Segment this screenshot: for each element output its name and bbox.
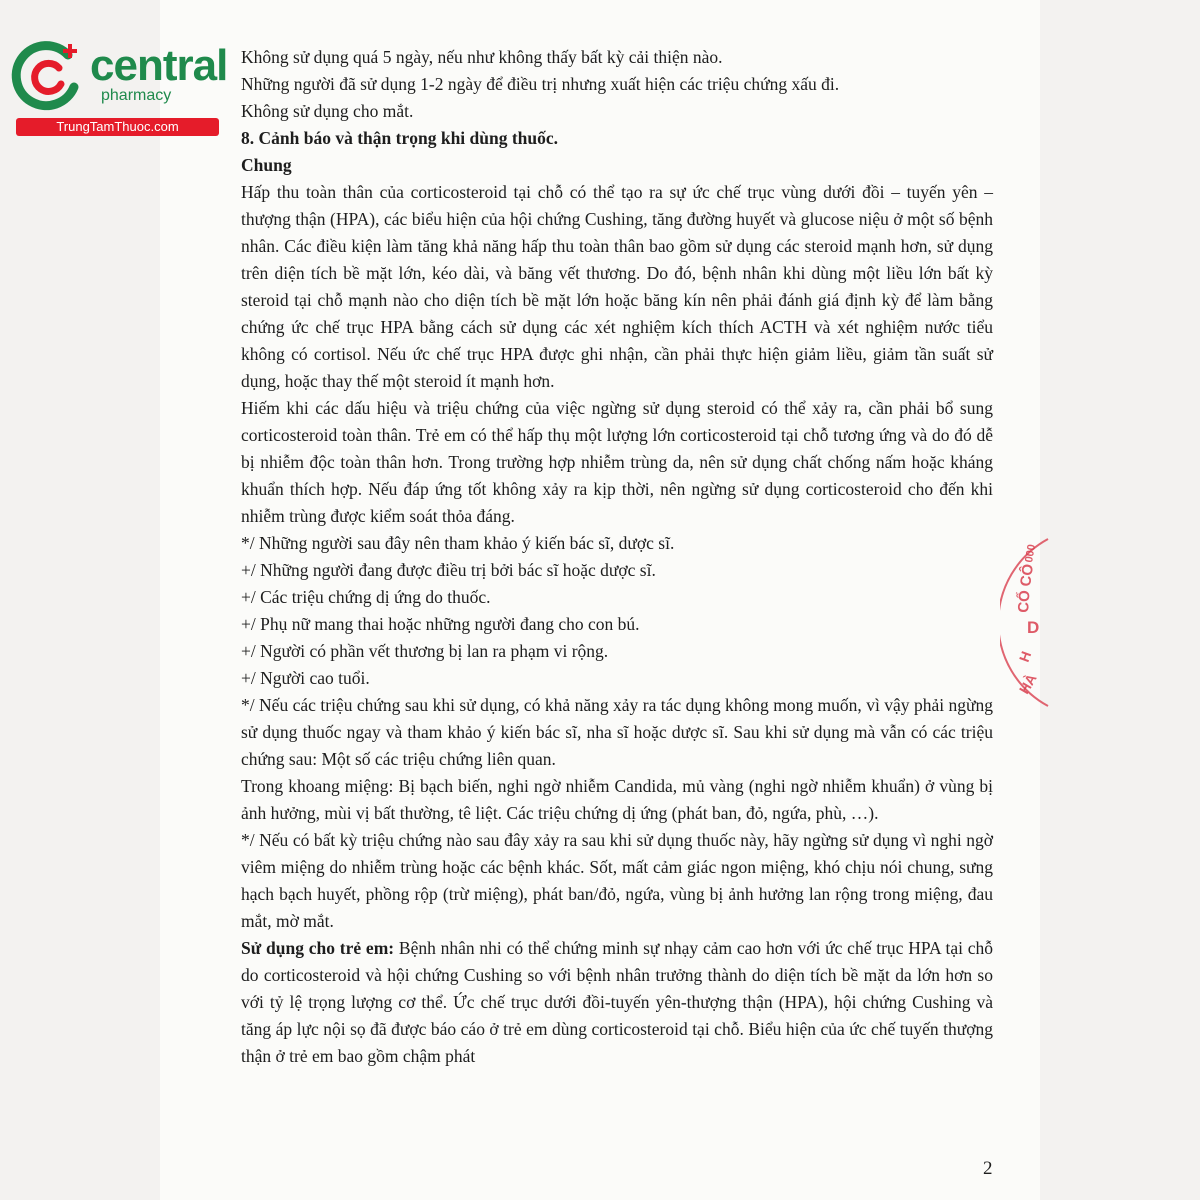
intro-line: Không sử dụng quá 5 ngày, nếu như không thấy bất kỳ cải thiện nào. — [241, 47, 723, 67]
list-item: +/ Các triệu chứng dị ứng do thuốc. — [241, 587, 491, 607]
logo-subtitle: pharmacy — [101, 87, 172, 104]
paragraph-pediatric — [241, 935, 993, 1070]
logo-website: TrungTamThuoc.com — [16, 118, 219, 136]
red-stamp-image — [1000, 535, 1050, 710]
intro-line: Những người đã sử dụng 1-2 ngày để điều trị nhưng xuất hiện các triệu chứng xấu đi. — [241, 74, 840, 94]
list-item: +/ Người cao tuổi. — [241, 668, 370, 688]
paragraph: Hấp thu toàn thân của corticosteroid tại chỗ có thể tạo ra sự ức chế trục vùng dưới đồi – tuyến yên – thượng thận (HPA), các biểu hiện của hội chứng Cushing, tăng đường huyết và glucose niệu ở một số bệnh nhân. Các điều kiện làm tăng khả năng hấp thu toàn thân bao gồm sử dụng các steroid mạnh hơn, sử dụng trên diện tích bề mặt lớn, kéo dài, và băng vết thương. Do đó, bệnh nhân khi dùng một liều lớn bất kỳ steroid tại chỗ mạnh nào cho diện tích bề mặt lớn hoặc băng kín nên phải đánh giá định kỳ để làm bằng chứng ức chế trục HPA bằng cách sử dụng các xét nghiệm kích thích ACTH và xét nghiệm nước tiểu không có cortisol. Nếu ức chế trục HPA được ghi nhận, cần phải thực hiện giảm liều, giảm tần suất sử dụng, hoặc thay thế một steroid ít mạnh hơn. — [241, 182, 993, 391]
list-item: +/ Phụ nữ mang thai hoặc những người đang cho con bú. — [241, 614, 640, 634]
svg-text:H: H — [1015, 649, 1035, 665]
central-pharmacy-logo — [10, 38, 228, 138]
logo-name: central — [90, 41, 228, 90]
section-heading: 8. Cảnh báo và thận trọng khi dùng thuốc. — [241, 128, 559, 148]
pediatric-text: Bệnh nhân nhi có thể chứng minh sự nhạy cảm cao hơn với ức chế trục HPA tại chỗ do corticosteroid và hội chứng Cushing so với bệnh nhân trưởng thành do diện tích bề mặt da lớn hơn so với tỷ lệ trọng lượng cơ thể. Ức chế trục dưới đồi-tuyến yên-thượng thận (HPA), hội chứng Cushing và tăng áp lực nội sọ đã được báo cáo ở trẻ em dùng corticosteroid tại chỗ. Biểu hiện của ức chế tuyến thượng thận ở trẻ em bao gồm chậm phát — [241, 938, 994, 1066]
list-item: */ Những người sau đây nên tham khảo ý kiến bác sĩ, dược sĩ. — [241, 533, 675, 553]
list-item: +/ Những người đang được điều trị bởi bác sĩ hoặc dược sĩ. — [241, 560, 656, 580]
svg-text:CỔ: CỔ — [1015, 589, 1034, 614]
intro-line: Không sử dụng cho mắt. — [241, 101, 414, 121]
svg-text:000: 000 — [1023, 543, 1039, 564]
svg-text:CÔ: CÔ — [1017, 562, 1038, 588]
list-item: +/ Người có phần vết thương bị lan ra phạm vi rộng. — [241, 641, 609, 661]
paragraph: */ Nếu các triệu chứng sau khi sử dụng, có khả năng xảy ra tác dụng không mong muốn, vì vậy phải ngừng sử dụng thuốc ngay và tham khảo ý kiến bác sĩ, nha sĩ hoặc dược sĩ. Sau khi sử dụng mà vẫn có các triệu chứng sau: Một số các triệu chứng liên quan. — [241, 695, 993, 769]
document-body — [241, 44, 993, 1070]
central-logo-icon — [10, 38, 90, 118]
svg-text:D: D — [1027, 618, 1040, 637]
page-number: 2 — [983, 1158, 993, 1179]
paragraph: Trong khoang miệng: Bị bạch biến, nghi ngờ nhiễm Candida, mủ vàng (nghi ngờ nhiễm khuẩn) ở vùng bị ảnh hưởng, mùi vị bất thường, tê liệt. Các triệu chứng dị ứng (phát ban, đỏ, ngứa, phù, …). — [241, 776, 993, 823]
paragraph: */ Nếu có bất kỳ triệu chứng nào sau đây xảy ra sau khi sử dụng thuốc này, hãy ngừng sử dụng vì nghi ngờ viêm miệng do nhiễm trùng hoặc các bệnh khác. Sốt, mất cảm giác ngon miệng, khó chịu nói chung, sưng hạch bạch huyết, phồng rộp (trừ miệng), phát ban/đỏ, ngứa, vùng bị ảnh hưởng lan rộng trong miệng, đau mắt, mờ mắt. — [241, 830, 993, 931]
subheading-general: Chung — [241, 155, 292, 175]
paragraph: Hiếm khi các dấu hiệu và triệu chứng của việc ngừng sử dụng steroid có thể xảy ra, cần phải bổ sung corticosteroid toàn thân. Trẻ em có thể hấp thụ một lượng lớn corticosteroid tại chỗ tương ứng và do đó dễ bị nhiễm độc toàn thân hơn. Trong trường hợp nhiễm trùng da, nên sử dụng chất chống nấm hoặc kháng khuẩn thích hợp. Nếu đáp ứng tốt không xảy ra kịp thời, nên ngừng sử dụng corticosteroid cho đến khi nhiễm trùng được kiểm soát thỏa đáng. — [241, 398, 993, 526]
pediatric-label: Sử dụng cho trẻ em: — [241, 938, 395, 958]
svg-text:HÀ: HÀ — [1015, 670, 1040, 697]
